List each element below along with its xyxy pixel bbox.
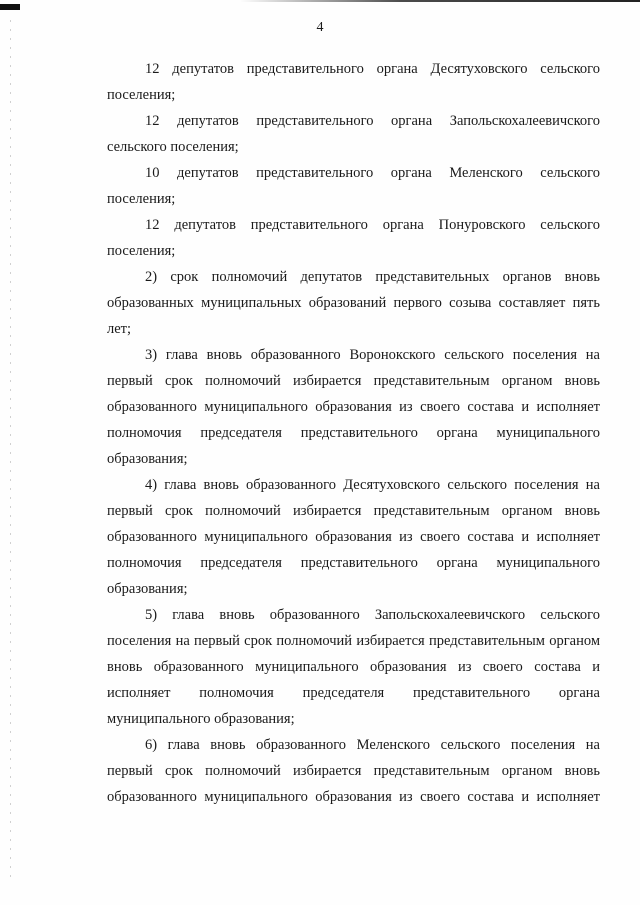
scan-top-edge: [240, 0, 640, 2]
paragraph-item-3-voronokskoe: 3) глава вновь образованного Воронокского сельского поселения на первый срок полномочий избирается представительным органом вновь образованного муниципального образования из своего состава и исполняет полномочия председателя представительного органа муниципального образования;: [107, 347, 600, 467]
paragraph-item-4-desyatukhovskoe: 4) глава вновь образованного Десятуховского сельского поселения на первый срок полномочий избирается представительным органом вновь образованного муниципального образования из своего состава и исполняет полномочия председателя представительного органа муниципального образования;: [107, 477, 600, 597]
document-body: [107, 56, 600, 810]
paragraph-deputies-zapolskokhaleevichskoe: 12 депутатов представительного органа Запольскохалеевичского сельского поселения;: [107, 113, 600, 155]
scan-left-edge: [10, 20, 11, 880]
scan-artifact-mark: [0, 4, 20, 10]
paragraph-deputies-melenskoe: 10 депутатов представительного органа Меленского сельского поселения;: [107, 165, 600, 207]
page-number: 4: [316, 20, 324, 35]
paragraph-deputies-ponurovskoe: 12 депутатов представительного органа Понуровского сельского поселения;: [107, 217, 600, 259]
paragraph-deputies-desyatukhovskoe: 12 депутатов представительного органа Десятуховского сельского поселения;: [107, 61, 600, 103]
paragraph-item-6-melenskoe: 6) глава вновь образованного Меленского сельского поселения на первый срок полномочий избирается представительным органом вновь образованного муниципального образования из своего состава и исполняет: [107, 737, 600, 805]
paragraph-item-2-term: 2) срок полномочий депутатов представительных органов вновь образованных муниципальных образований первого созыва составляет пять лет;: [107, 269, 600, 337]
paragraph-item-5-zapolskokhaleevichskoe: 5) глава вновь образованного Запольскохалеевичского сельского поселения на первый срок полномочий избирается представительным органом вновь образованного муниципального образования из своего состава и исполняет полномочия председателя представительного органа муниципального образования;: [107, 607, 600, 727]
